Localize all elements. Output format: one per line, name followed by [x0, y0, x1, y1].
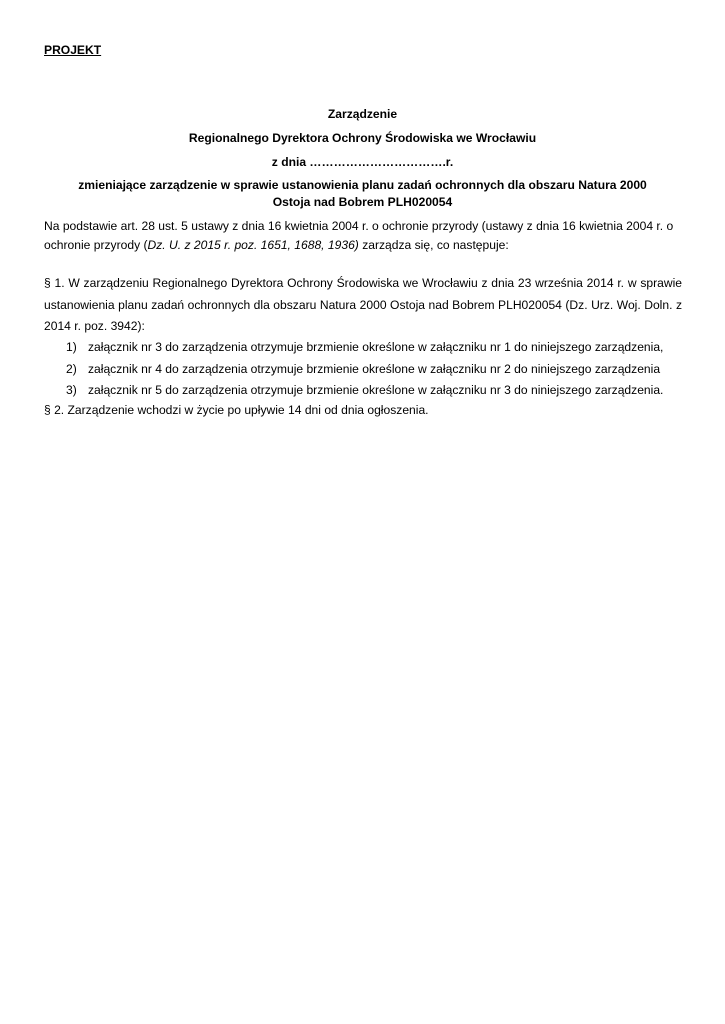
- document-subject-line2: Ostoja nad Bobrem PLH020054: [272, 195, 453, 209]
- list-item-text: załącznik nr 5 do zarządzenia otrzymuje brzmienie określone w załączniku nr 3 do niniejszego zarządzenia.: [88, 383, 664, 397]
- document-issuer: Regionalnego Dyrektora Ochrony Środowiska we Wrocławiu: [188, 131, 537, 145]
- section-1-paragraph: § 1. W zarządzeniu Regionalnego Dyrektora Ochrony Środowiska we Wrocławiu z dnia 23 września 2014 r. w sprawie ustanowienia planu zadań ochronnych dla obszaru Natura 2000 Ostoja nad Bobrem PLH020054 (Dz. Urz. Woj. Doln. z 2014 r. poz. 3942):: [44, 276, 682, 333]
- document-date: z dnia …………………………….r.: [271, 155, 454, 169]
- document-subject-line1: zmieniające zarządzenie w sprawie ustanowienia planu zadań ochronnych dla obszaru Natura 2000: [78, 178, 647, 192]
- document-title: Zarządzenie: [327, 107, 398, 121]
- list-item: [44, 380, 682, 402]
- document-subject: [44, 177, 681, 211]
- list-item-text: załącznik nr 3 do zarządzenia otrzymuje brzmienie określone w załączniku nr 1 do niniejszego zarządzenia,: [88, 340, 664, 354]
- list-item-number: 2): [66, 361, 77, 376]
- list-item: [44, 337, 682, 359]
- list-item-number: 3): [66, 383, 77, 397]
- projekt-label: PROJEKT: [44, 43, 102, 57]
- legal-basis-text: Na podstawie art. 28 ust. 5 ustawy z dnia 16 kwietnia 2004 r. o ochronie przyrody (ustawy z dnia 16 kwietnia 2004 r. o ochronie przyrody (: [44, 219, 674, 252]
- legal-basis-reference: Dz. U. z 2015 r. poz. 1651, 1688, 1936): [147, 238, 359, 252]
- section-2-paragraph: § 2. Zarządzenie wchodzi w życie po upływie 14 dni od dnia ogłoszenia.: [44, 403, 429, 417]
- legal-basis-paragraph: [44, 217, 682, 255]
- list-item: [44, 359, 682, 381]
- list-item-text: załącznik nr 4 do zarządzenia otrzymuje brzmienie określone w załączniku nr 2 do niniejszego zarządzenia: [88, 361, 661, 376]
- list-item-number: 1): [66, 340, 77, 354]
- amendment-list: [44, 337, 682, 402]
- legal-basis-closing: zarządza się, co następuje:: [358, 238, 509, 252]
